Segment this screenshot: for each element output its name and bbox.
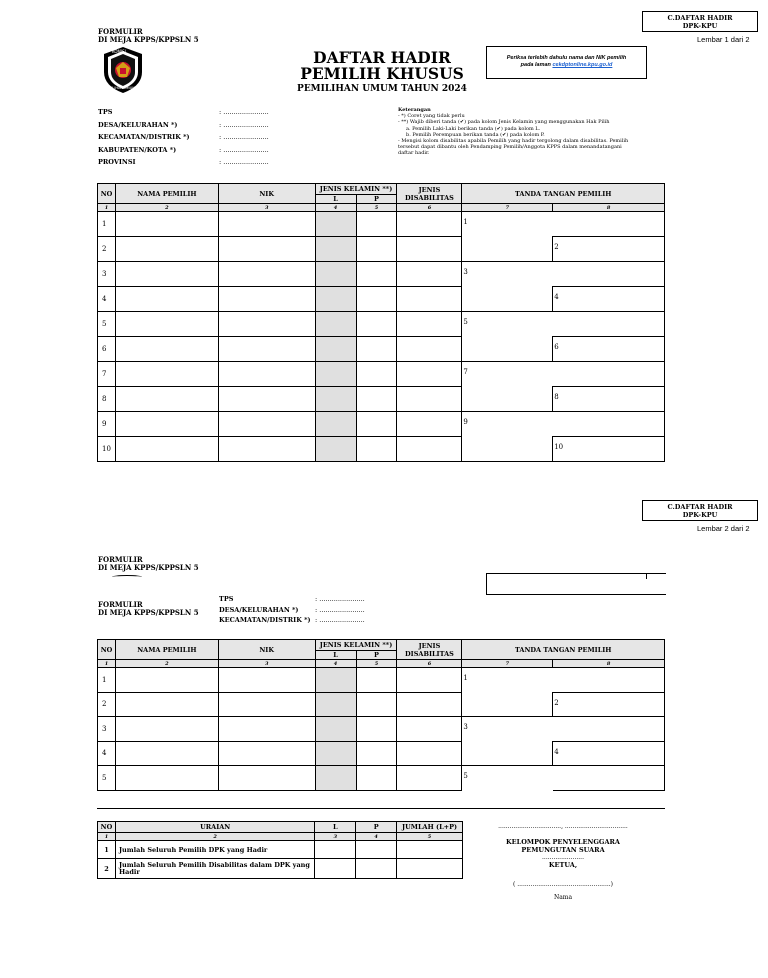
table-row — [98, 412, 665, 437]
col-index: 8 — [553, 204, 665, 212]
table-row — [98, 717, 665, 742]
keterangan-line: daftar hadir. — [398, 150, 430, 157]
row-no: 4 — [98, 287, 116, 312]
col-disabilitas: JENIS DISABILITAS — [397, 640, 462, 660]
col-index: 8 — [553, 660, 665, 668]
col-l: L — [315, 651, 356, 660]
signature-cell-left[interactable] — [462, 237, 553, 262]
formulir-line: FORMULIR — [98, 27, 143, 36]
signature-number: 1 — [463, 674, 468, 682]
signature-org-2: PEMUNGUTAN SUARA — [521, 846, 605, 854]
cell-nama[interactable] — [115, 412, 218, 437]
table-row — [98, 362, 665, 387]
field-label: DESA/KELURAHAN *) — [98, 120, 178, 129]
summary-cell-p[interactable] — [356, 841, 397, 859]
signature-cell-right[interactable] — [553, 312, 665, 337]
col-index: 3 — [315, 833, 356, 841]
table-row — [98, 437, 665, 462]
col-index: 1 — [98, 833, 116, 841]
summary-row-no: 1 — [98, 841, 116, 859]
signature-cell-left[interactable] — [462, 668, 553, 693]
cell-p[interactable] — [356, 412, 397, 437]
cell-disabilitas[interactable] — [397, 741, 462, 766]
field-value[interactable]: : ...................... — [315, 595, 365, 603]
table-row — [98, 668, 665, 693]
signature-number: 5 — [463, 318, 468, 326]
signature-name-line[interactable]: ( .................................................) — [512, 881, 614, 888]
form-code-sub: DPK-KPU — [682, 22, 718, 30]
cell-l[interactable] — [315, 362, 356, 387]
signature-cell-right[interactable] — [553, 717, 665, 742]
row-no: 2 — [98, 237, 116, 262]
col-p: P — [356, 651, 397, 660]
cell-nik[interactable] — [218, 287, 315, 312]
cell-l[interactable] — [315, 387, 356, 412]
keterangan-line: - Mengisi kolom disabilitas apabila Pemilih yang hadir tergolong dalam disabilitas. Pemilih — [398, 138, 629, 145]
row-no: 1 — [98, 668, 116, 693]
signature-number: 8 — [554, 393, 559, 401]
formulir-label-2 — [98, 556, 199, 572]
signature-number: 6 — [554, 343, 559, 351]
signature-number: 3 — [463, 268, 468, 276]
summary-row — [98, 859, 463, 879]
signature-date-line[interactable]: ................................., ................................. — [498, 823, 628, 830]
field-value[interactable]: : ...................... — [315, 616, 365, 624]
cell-nama[interactable] — [115, 668, 218, 693]
cell-nik[interactable] — [218, 337, 315, 362]
cell-p[interactable] — [356, 337, 397, 362]
signature-cell-left[interactable] — [462, 287, 553, 312]
col-index: 3 — [218, 660, 315, 668]
cell-nik[interactable] — [218, 437, 315, 462]
keterangan-line: a. Pemilih Laki-Laki berikan tanda (✔) pada kolom L. — [406, 125, 541, 132]
field-value[interactable]: : ...................... — [219, 120, 269, 129]
cell-p[interactable] — [356, 766, 397, 791]
cell-nama[interactable] — [115, 312, 218, 337]
notice-fragment — [486, 573, 666, 595]
cell-nik[interactable] — [218, 668, 315, 693]
title-line-2: PEMILIH KHUSUS — [300, 64, 464, 83]
logo-text-top: KOMISI — [112, 49, 126, 54]
signature-number: 3 — [463, 723, 468, 731]
location-fields-2 — [219, 595, 389, 627]
sheet-number-2: Lembar 2 dari 2 — [697, 524, 750, 533]
summary-col-l: L — [315, 822, 356, 833]
notice-prefix: pada laman — [520, 62, 553, 68]
row-no: 10 — [98, 437, 116, 462]
signature-cell-right[interactable] — [553, 212, 665, 237]
row-no: 4 — [98, 741, 116, 766]
summary-col-no: NO — [98, 822, 116, 833]
table-row — [98, 287, 665, 312]
signature-cell-right[interactable] — [553, 387, 665, 412]
cell-nama[interactable] — [115, 717, 218, 742]
col-nik: NIK — [218, 640, 315, 660]
summary-row-text: Jumlah Seluruh Pemilih Disabilitas dalam DPK yang Hadir — [115, 859, 314, 879]
logo-fragment — [112, 575, 142, 579]
col-jenis-kelamin: JENIS KELAMIN **) — [315, 184, 397, 195]
table-bottom-line — [97, 808, 665, 809]
col-nama: NAMA PEMILIH — [115, 184, 218, 204]
col-nama: NAMA PEMILIH — [115, 640, 218, 660]
cell-p[interactable] — [356, 362, 397, 387]
signature-number: 9 — [463, 418, 468, 426]
cell-nama[interactable] — [115, 337, 218, 362]
signature-number: 4 — [554, 747, 559, 756]
cell-l[interactable] — [315, 692, 356, 717]
cell-nik[interactable] — [218, 387, 315, 412]
cell-nama[interactable] — [115, 437, 218, 462]
cekdpt-link[interactable]: cekdptonline.kpu.go.id — [552, 62, 613, 68]
table-row — [98, 766, 665, 791]
keterangan-title: Keterangan — [398, 107, 431, 113]
signature-cell-right[interactable] — [553, 766, 665, 791]
signature-cell-right[interactable] — [553, 237, 665, 262]
keterangan-line: b. Pemilih Perempuan berikan tanda (✔) pada kolom P. — [406, 131, 545, 138]
field-tps — [219, 595, 389, 606]
col-no: NO — [98, 184, 116, 204]
cell-nik[interactable] — [218, 362, 315, 387]
summary-cell-jumlah[interactable] — [397, 841, 463, 859]
cell-nik[interactable] — [218, 262, 315, 287]
cell-nama[interactable] — [115, 362, 218, 387]
col-index: 4 — [315, 204, 356, 212]
col-index: 6 — [397, 204, 462, 212]
summary-col-p: P — [356, 822, 397, 833]
col-index: 3 — [218, 204, 315, 212]
signature-cell-right[interactable] — [553, 337, 665, 362]
table-row — [98, 312, 665, 337]
table-row — [98, 387, 665, 412]
col-index: 2 — [115, 204, 218, 212]
table-row — [98, 237, 665, 262]
signature-number: 1 — [463, 218, 468, 226]
field-label: PROVINSI — [98, 158, 136, 166]
keterangan-block — [398, 107, 660, 157]
col-index: 6 — [397, 660, 462, 668]
col-nik: NIK — [218, 184, 315, 204]
form-code-sub: DPK-KPU — [682, 511, 718, 519]
cell-nik[interactable] — [218, 212, 315, 237]
cell-l[interactable] — [315, 741, 356, 766]
cell-nama[interactable] — [115, 287, 218, 312]
cell-nik[interactable] — [218, 717, 315, 742]
field-label: TPS — [219, 595, 234, 603]
form-code: C.DAFTAR HADIR — [667, 14, 733, 22]
field-label: KABUPATEN/KOTA *) — [98, 145, 177, 154]
signature-nama-label: Nama — [553, 894, 573, 901]
cell-disabilitas[interactable] — [397, 312, 462, 337]
summary-row-no: 2 — [98, 859, 116, 879]
signature-cell-left[interactable] — [462, 362, 553, 387]
cell-l[interactable] — [315, 212, 356, 237]
signature-cell-right[interactable] — [553, 692, 665, 717]
col-index: 5 — [356, 204, 397, 212]
cell-l[interactable] — [315, 237, 356, 262]
field-provinsi — [98, 156, 288, 169]
signature-number: 2 — [554, 243, 559, 251]
keterangan-line: - *) Coret yang tidak perlu — [398, 113, 465, 120]
col-no: NO — [98, 640, 116, 660]
cell-disabilitas[interactable] — [397, 362, 462, 387]
field-value[interactable]: : ...................... — [219, 145, 269, 154]
cell-l[interactable] — [315, 412, 356, 437]
table-row — [98, 262, 665, 287]
formulir-line: FORMULIR — [98, 555, 143, 564]
signature-cell-left[interactable] — [462, 212, 553, 237]
col-index: 7 — [462, 660, 553, 668]
form-code-box-2 — [642, 500, 758, 521]
cell-disabilitas[interactable] — [397, 668, 462, 693]
col-index: 1 — [98, 660, 116, 668]
field-tps — [98, 106, 288, 119]
signature-cell-right[interactable] — [553, 668, 665, 693]
signature-block — [490, 823, 636, 901]
table-row — [98, 741, 665, 766]
cell-disabilitas[interactable] — [397, 766, 462, 791]
cell-nik[interactable] — [218, 766, 315, 791]
signature-number: 10 — [554, 443, 564, 451]
cell-nik[interactable] — [218, 412, 315, 437]
signature-cell-left[interactable] — [462, 741, 553, 766]
signature-cell-right[interactable] — [553, 362, 665, 387]
cell-nama[interactable] — [115, 212, 218, 237]
field-value[interactable]: : ...................... — [219, 133, 269, 141]
cell-l[interactable] — [315, 262, 356, 287]
cell-p[interactable] — [356, 717, 397, 742]
col-tanda-tangan: TANDA TANGAN PEMILIH — [462, 184, 665, 204]
keterangan-line: - **) Wajib diberi tanda (✔) pada kolom Jenis Kelamin yang menggunakan Hak Pilih — [398, 119, 610, 126]
logo-text-bottom: PEMILIHAN UMUM — [104, 86, 136, 90]
cell-nama[interactable] — [115, 741, 218, 766]
row-no: 7 — [98, 362, 116, 387]
signature-dots[interactable]: ...................... — [542, 854, 584, 861]
summary-col-jumlah: JUMLAH (L+P) — [397, 822, 463, 833]
cell-nama[interactable] — [115, 387, 218, 412]
field-label: KECAMATAN/DISTRIK *) — [219, 616, 311, 624]
notice-line: Periksa terlebih dahulu nama dan NIK pemilih — [506, 55, 627, 61]
signature-cell-right[interactable] — [553, 741, 665, 766]
field-kecamatan — [98, 131, 288, 144]
col-jenis-kelamin: JENIS KELAMIN **) — [315, 640, 397, 651]
cell-p[interactable] — [356, 212, 397, 237]
cell-nama[interactable] — [115, 262, 218, 287]
signature-org-1: KELOMPOK PENYELENGGARA — [506, 838, 620, 846]
attendance-table-1 — [97, 183, 665, 462]
notice-fragment-edge — [646, 573, 647, 579]
field-label: DESA/KELURAHAN *) — [219, 605, 299, 614]
cell-nama[interactable] — [115, 237, 218, 262]
cell-p[interactable] — [356, 312, 397, 337]
cell-disabilitas[interactable] — [397, 437, 462, 462]
formulir-line: FORMULIR — [98, 600, 143, 609]
signature-cell-right[interactable] — [553, 412, 665, 437]
signature-cell-left[interactable] — [462, 262, 553, 287]
cell-p[interactable] — [356, 668, 397, 693]
subtitle: PEMILIHAN UMUM TAHUN 2024 — [297, 84, 467, 94]
signature-cell-left[interactable] — [462, 766, 553, 791]
cell-p[interactable] — [356, 237, 397, 262]
location-fields — [98, 106, 288, 169]
field-label: TPS — [98, 108, 113, 116]
cell-disabilitas[interactable] — [397, 287, 462, 312]
row-no: 3 — [98, 262, 116, 287]
signature-number: 7 — [463, 368, 468, 376]
field-desa — [98, 119, 288, 132]
cell-nama[interactable] — [115, 692, 218, 717]
cell-nik[interactable] — [218, 692, 315, 717]
attendance-table-2 — [97, 639, 665, 791]
formulir-line: DI MEJA KPPS/KPPSLN 5 — [98, 35, 199, 44]
field-kabupaten — [98, 144, 288, 157]
col-index: 4 — [356, 833, 397, 841]
cell-disabilitas[interactable] — [397, 692, 462, 717]
col-index: 2 — [115, 833, 314, 841]
signature-cell-left[interactable] — [462, 717, 553, 742]
cell-nik[interactable] — [218, 741, 315, 766]
notice-line — [487, 62, 646, 69]
col-index: 5 — [397, 833, 463, 841]
table-row — [98, 337, 665, 362]
signature-cell-left[interactable] — [462, 692, 553, 717]
cell-l[interactable] — [315, 287, 356, 312]
cell-disabilitas[interactable] — [397, 337, 462, 362]
signature-ketua: KETUA, — [548, 861, 578, 869]
signature-cell-right[interactable] — [553, 287, 665, 312]
cell-nik[interactable] — [218, 312, 315, 337]
col-index: 5 — [356, 660, 397, 668]
signature-number: 2 — [554, 698, 559, 707]
signature-cell-left[interactable] — [462, 337, 553, 362]
signature-cell-left[interactable] — [462, 437, 553, 462]
cell-l[interactable] — [315, 312, 356, 337]
signature-number: 4 — [554, 293, 559, 301]
summary-col-uraian: URAIAN — [115, 822, 314, 833]
cell-p[interactable] — [356, 287, 397, 312]
field-value[interactable]: : ...................... — [315, 605, 365, 614]
row-no: 9 — [98, 412, 116, 437]
signature-cell-right[interactable] — [553, 262, 665, 287]
field-desa — [219, 606, 389, 617]
form-code: C.DAFTAR HADIR — [667, 503, 733, 511]
summary-cell-l[interactable] — [315, 859, 356, 879]
cell-disabilitas[interactable] — [397, 262, 462, 287]
col-disabilitas: JENIS DISABILITAS — [397, 184, 462, 204]
cell-l[interactable] — [315, 717, 356, 742]
col-index: 7 — [462, 204, 553, 212]
cell-disabilitas[interactable] — [397, 212, 462, 237]
cell-disabilitas[interactable] — [397, 412, 462, 437]
cell-nama[interactable] — [115, 766, 218, 791]
signature-cell-left[interactable] — [462, 412, 553, 437]
signature-cell-left[interactable] — [462, 387, 553, 412]
field-value[interactable]: : ...................... — [219, 108, 269, 116]
formulir-line: DI MEJA KPPS/KPPSLN 5 — [98, 608, 199, 617]
form-code-box — [642, 11, 758, 32]
signature-number: 5 — [463, 772, 468, 780]
col-l: L — [315, 195, 356, 204]
cell-l[interactable] — [315, 437, 356, 462]
formulir-label — [98, 28, 199, 44]
summary-cell-jumlah[interactable] — [397, 859, 463, 879]
cell-nik[interactable] — [218, 237, 315, 262]
cell-p[interactable] — [356, 262, 397, 287]
cell-l[interactable] — [315, 766, 356, 791]
row-no: 8 — [98, 387, 116, 412]
cell-disabilitas[interactable] — [397, 237, 462, 262]
cell-p[interactable] — [356, 437, 397, 462]
cell-p[interactable] — [356, 387, 397, 412]
formulir-line: DI MEJA KPPS/KPPSLN 5 — [98, 563, 199, 572]
cell-p[interactable] — [356, 741, 397, 766]
cell-disabilitas[interactable] — [397, 717, 462, 742]
title-line-1: DAFTAR HADIR — [313, 48, 451, 67]
summary-cell-l[interactable] — [315, 841, 356, 859]
col-tanda-tangan: TANDA TANGAN PEMILIH — [462, 640, 665, 660]
sheet-number: Lembar 1 dari 2 — [697, 35, 750, 44]
row-no: 6 — [98, 337, 116, 362]
cell-p[interactable] — [356, 692, 397, 717]
field-kecamatan — [219, 616, 389, 627]
signature-cell-right[interactable] — [553, 437, 665, 462]
col-index: 1 — [98, 204, 116, 212]
check-notice — [486, 46, 647, 79]
summary-row-text: Jumlah Seluruh Pemilih DPK yang Hadir — [115, 841, 314, 859]
col-index: 4 — [315, 660, 356, 668]
summary-cell-p[interactable] — [356, 859, 397, 879]
title-block — [296, 50, 468, 82]
signature-cell-left[interactable] — [462, 312, 553, 337]
col-index: 2 — [115, 660, 218, 668]
summary-table — [97, 821, 463, 879]
cell-l[interactable] — [315, 668, 356, 693]
table-row — [98, 212, 665, 237]
col-p: P — [356, 195, 397, 204]
cell-l[interactable] — [315, 337, 356, 362]
cell-disabilitas[interactable] — [397, 387, 462, 412]
row-no: 1 — [98, 212, 116, 237]
summary-row — [98, 841, 463, 859]
table-row — [98, 692, 665, 717]
field-label: KECAMATAN/DISTRIK *) — [98, 133, 190, 141]
row-no: 3 — [98, 717, 116, 742]
row-no: 5 — [98, 312, 116, 337]
row-no: 5 — [98, 766, 116, 791]
keterangan-line: tersebut dapat dibantu oleh Pendamping Pemilih/Anggota KPPS dalam menandatangani — [398, 144, 622, 151]
row-no: 2 — [98, 692, 116, 717]
field-value[interactable]: : ...................... — [219, 158, 269, 166]
formulir-label-3 — [98, 601, 199, 617]
